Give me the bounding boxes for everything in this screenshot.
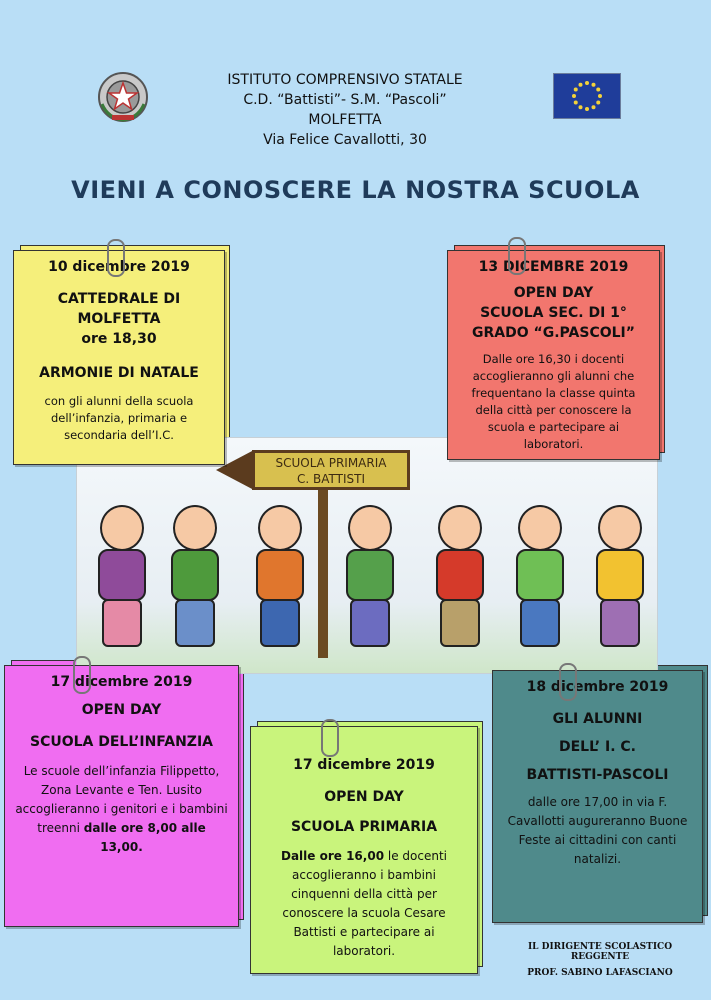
eu-flag-icon (553, 73, 621, 119)
child-legs (175, 599, 215, 647)
note-text-time: dalle ore 8,00 alle (83, 821, 206, 835)
child-head (438, 505, 482, 551)
child-body (98, 549, 146, 601)
note-line: MOLFETTA (77, 311, 161, 327)
eu-star-icon (579, 105, 583, 109)
note-text: dalle ore 17,00 in via F. Cavallotti augureranno Buone Feste ai cittadini con canti natalizi. (507, 795, 688, 866)
italian-republic-emblem-icon (96, 70, 150, 124)
child-legs (440, 599, 480, 647)
note-auguri-natale (492, 670, 703, 923)
note-open-day-primaria (250, 726, 478, 974)
eu-star-icon (596, 88, 600, 92)
child-head (518, 505, 562, 551)
child-head (598, 505, 642, 551)
note-text-part: Le scuole dell’infanzia Filippetto, Zona Levante e Ten. Lusito accoglieranno i genitori e i bambini treenni (15, 764, 228, 835)
paperclip-icon (73, 656, 91, 694)
note-text (15, 762, 228, 857)
note-line: GRADO “G.PASCOLI” (472, 325, 635, 341)
child-legs (600, 599, 640, 647)
header-line-4: Via Felice Cavallotti, 30 (263, 132, 427, 148)
eu-star-icon (579, 83, 583, 87)
child-head (348, 505, 392, 551)
note-line: SCUOLA DELL’INFANZIA (29, 734, 213, 750)
eu-star-icon (592, 83, 596, 87)
note-date: 18 dicembre 2019 (526, 679, 669, 695)
note-text: con gli alunni della scuola dell’infanzia, primaria e secondaria dell’I.C. (44, 394, 194, 442)
footer-role: IL DIRIGENTE SCOLASTICO REGGENTE (527, 942, 673, 962)
header-line-1: ISTITUTO COMPRENSIVO STATALE (227, 72, 463, 88)
footer-name: PROF. SABINO LAFASCIANO (527, 968, 673, 978)
note-text-part: le docenti accoglieranno i bambini cinquenni della città per conoscere la scuola Cesare Battisti e partecipare ai laboratori. (282, 849, 447, 958)
note-date: 17 dicembre 2019 (50, 674, 193, 690)
paperclip-icon (508, 237, 526, 275)
eu-star-icon (572, 94, 576, 98)
note-text: Dalle ore 16,30 i docenti accoglieranno gli alunni che frequentano la classe quinta della città per conoscere la scuola e partecipare ai laboratori. (471, 352, 636, 451)
child-body (171, 549, 219, 601)
child-body (436, 549, 484, 601)
paperclip-icon (559, 663, 577, 701)
note-line: BATTISTI-PASCOLI (526, 767, 669, 783)
note-open-day-secondaria (447, 250, 660, 460)
child-legs (260, 599, 300, 647)
child-body (596, 549, 644, 601)
note-text-time: Dalle ore 16,00 (281, 849, 385, 863)
eu-star-icon (574, 101, 578, 105)
sign-line-2: C. BATTISTI (297, 472, 365, 486)
eu-star-icon (574, 88, 578, 92)
note-line: SCUOLA PRIMARIA (290, 819, 438, 835)
school-signpost (216, 450, 412, 492)
eu-star-icon (585, 107, 589, 111)
eu-star-icon (585, 81, 589, 85)
child-body (256, 549, 304, 601)
note-line: OPEN DAY (324, 789, 404, 805)
child-legs (350, 599, 390, 647)
paperclip-icon (321, 719, 339, 757)
eu-star-icon (592, 105, 596, 109)
child-head (173, 505, 217, 551)
child-body (516, 549, 564, 601)
child-legs (102, 599, 142, 647)
child-head (258, 505, 302, 551)
note-line: GLI ALUNNI (552, 711, 643, 727)
paperclip-icon (107, 239, 125, 277)
header-line-3: MOLFETTA (308, 112, 382, 128)
note-line: OPEN DAY (513, 285, 594, 301)
child-body (346, 549, 394, 601)
note-line: OPEN DAY (81, 702, 162, 718)
child-legs (520, 599, 560, 647)
child-head (100, 505, 144, 551)
note-date: 10 dicembre 2019 (48, 259, 190, 275)
school-header (180, 70, 510, 150)
eu-star-icon (596, 101, 600, 105)
sign-line-1: SCUOLA PRIMARIA (275, 456, 387, 470)
eu-star-icon (598, 94, 602, 98)
signpost-board (252, 450, 410, 490)
signpost-pole (318, 490, 328, 658)
header-line-2: C.D. “Battisti”- S.M. “Pascoli” (243, 92, 447, 108)
note-line: SCUOLA SEC. DI 1° (480, 305, 627, 321)
note-date: 17 dicembre 2019 (293, 757, 435, 773)
page-title: VIENI A CONOSCERE LA NOSTRA SCUOLA (71, 176, 640, 204)
note-event: ARMONIE DI NATALE (39, 365, 199, 381)
note-line: CATTEDRALE DI (57, 291, 181, 307)
note-date: 13 DICEMBRE 2019 (478, 259, 629, 275)
note-armonie-di-natale (13, 250, 225, 465)
note-text-time-end: 13,00. (100, 840, 143, 854)
note-open-day-infanzia (4, 665, 239, 927)
note-text (261, 847, 467, 961)
note-line: ore 18,30 (81, 331, 157, 347)
note-line: DELL’ I. C. (559, 739, 636, 755)
